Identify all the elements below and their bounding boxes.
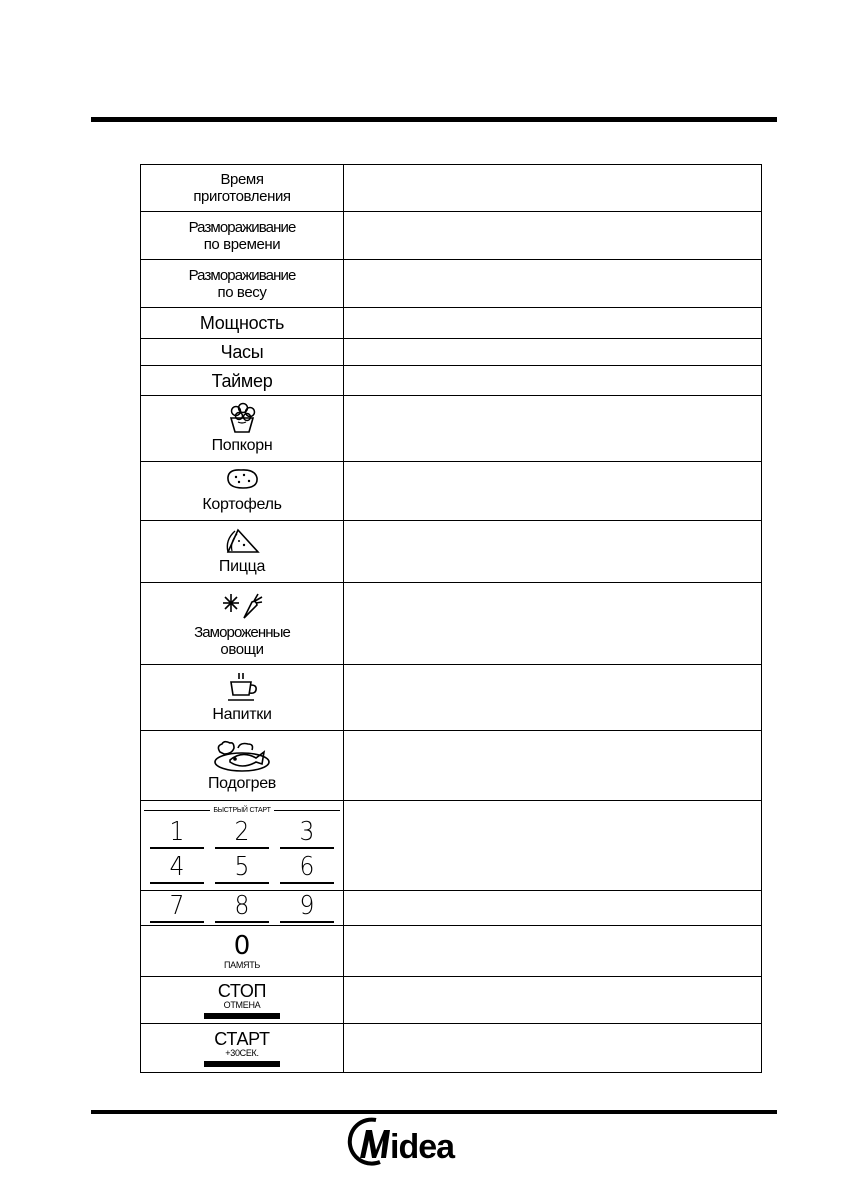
plus30-label: +30СЕК. (225, 1047, 259, 1058)
keypad-row (141, 817, 343, 849)
power-label: Мощность (199, 313, 285, 333)
digit-8-button[interactable]: 8 (215, 891, 269, 923)
beverage-icon (222, 671, 262, 703)
bottom-rule (91, 1110, 777, 1114)
cancel-label: ОТМЕНА (223, 999, 261, 1010)
table-row (141, 891, 762, 926)
defrost-weight-label-1: Размораживание (188, 266, 296, 284)
table-row (141, 165, 762, 212)
cook-time-label-2: приготовления (193, 188, 291, 205)
start-plus30-button[interactable] (141, 1024, 344, 1073)
description-cell (344, 977, 762, 1024)
description-cell (344, 462, 762, 521)
digit-2-button[interactable]: 2 (215, 817, 269, 849)
digit-9-button[interactable]: 9 (280, 891, 334, 923)
description-cell (344, 165, 762, 212)
keypad-row (141, 852, 343, 884)
table-row (141, 212, 762, 260)
digit-5-button[interactable]: 5 (215, 852, 269, 884)
description-cell (344, 891, 762, 926)
top-rule (91, 117, 777, 122)
frozen-vegetables-icon (220, 590, 264, 620)
table-row (141, 977, 762, 1024)
popcorn-label: Попкорн (211, 436, 273, 454)
pizza-icon (222, 526, 262, 556)
description-cell (344, 212, 762, 260)
timer-button[interactable] (141, 366, 344, 396)
control-panel-table (140, 164, 762, 1073)
reheat-icon (212, 738, 272, 774)
clock-button[interactable] (141, 339, 344, 366)
potato-label: Кортофель (202, 496, 282, 513)
description-cell (344, 308, 762, 339)
description-cell (344, 396, 762, 462)
description-cell (344, 521, 762, 583)
stop-cancel-button[interactable] (141, 977, 344, 1024)
table-row (141, 462, 762, 521)
table-row (141, 521, 762, 583)
digit-3-button[interactable]: 3 (280, 817, 334, 849)
description-cell (344, 366, 762, 396)
table-row (141, 926, 762, 977)
defrost-time-label-1: Размораживание (188, 218, 296, 236)
zero-memory-button[interactable] (141, 926, 344, 977)
stop-label: СТОП (217, 980, 267, 1001)
table-row (141, 366, 762, 396)
frozen-vegetables-button[interactable] (141, 583, 344, 665)
brand-logo-text: idea (390, 1128, 455, 1166)
table-row (141, 308, 762, 339)
popcorn-button[interactable] (141, 396, 344, 462)
beverage-button[interactable] (141, 665, 344, 731)
keypad-row (141, 891, 343, 923)
frozen-veg-label-2: овощи (220, 640, 264, 658)
description-cell (344, 260, 762, 308)
table-row (141, 1024, 762, 1073)
description-cell (344, 801, 762, 891)
digit-7-button[interactable]: 7 (150, 891, 204, 923)
table-row (141, 731, 762, 801)
popcorn-icon (225, 402, 259, 434)
description-cell (344, 1024, 762, 1073)
defrost-time-label-2: по времени (203, 235, 281, 253)
cook-time-button[interactable] (141, 165, 344, 212)
timer-label: Таймер (211, 370, 273, 391)
table-row (141, 801, 762, 891)
defrost-weight-label-2: по весу (217, 283, 267, 301)
table-row (141, 583, 762, 665)
description-cell (344, 583, 762, 665)
frozen-veg-label-1: Замороженные (194, 623, 290, 641)
start-button-bar (204, 1061, 280, 1067)
digit-1-button[interactable]: 1 (150, 817, 204, 849)
digit-0-label: 0 (233, 930, 251, 961)
stop-button-bar (204, 1013, 280, 1019)
description-cell (344, 731, 762, 801)
table-row (141, 339, 762, 366)
reheat-button[interactable] (141, 731, 344, 801)
keypad-row-789 (141, 891, 344, 926)
table-row (141, 396, 762, 462)
description-cell (344, 339, 762, 366)
reheat-label: Подогрев (207, 774, 276, 792)
table-row (141, 260, 762, 308)
brand-logo (346, 1116, 480, 1170)
memory-label: ПАМЯТЬ (223, 959, 261, 970)
description-cell (344, 665, 762, 731)
description-cell (344, 926, 762, 977)
potato-icon (223, 467, 261, 491)
quick-start-label: БЫСТРЫЙ СТАРТ (213, 806, 271, 814)
digit-4-button[interactable]: 4 (150, 852, 204, 884)
power-button[interactable] (141, 308, 344, 339)
quick-start-header (141, 801, 343, 817)
defrost-by-time-button[interactable] (141, 212, 344, 260)
pizza-button[interactable] (141, 521, 344, 583)
digit-6-button[interactable]: 6 (280, 852, 334, 884)
clock-label: Часы (220, 342, 264, 362)
start-label: СТАРТ (214, 1028, 270, 1049)
pizza-label: Пицца (218, 558, 266, 575)
quick-start-keypad (141, 801, 344, 891)
table-row (141, 665, 762, 731)
beverage-label: Напитки (212, 705, 272, 723)
defrost-by-weight-button[interactable] (141, 260, 344, 308)
potato-button[interactable] (141, 462, 344, 521)
cook-time-label-1: Время (220, 171, 264, 188)
